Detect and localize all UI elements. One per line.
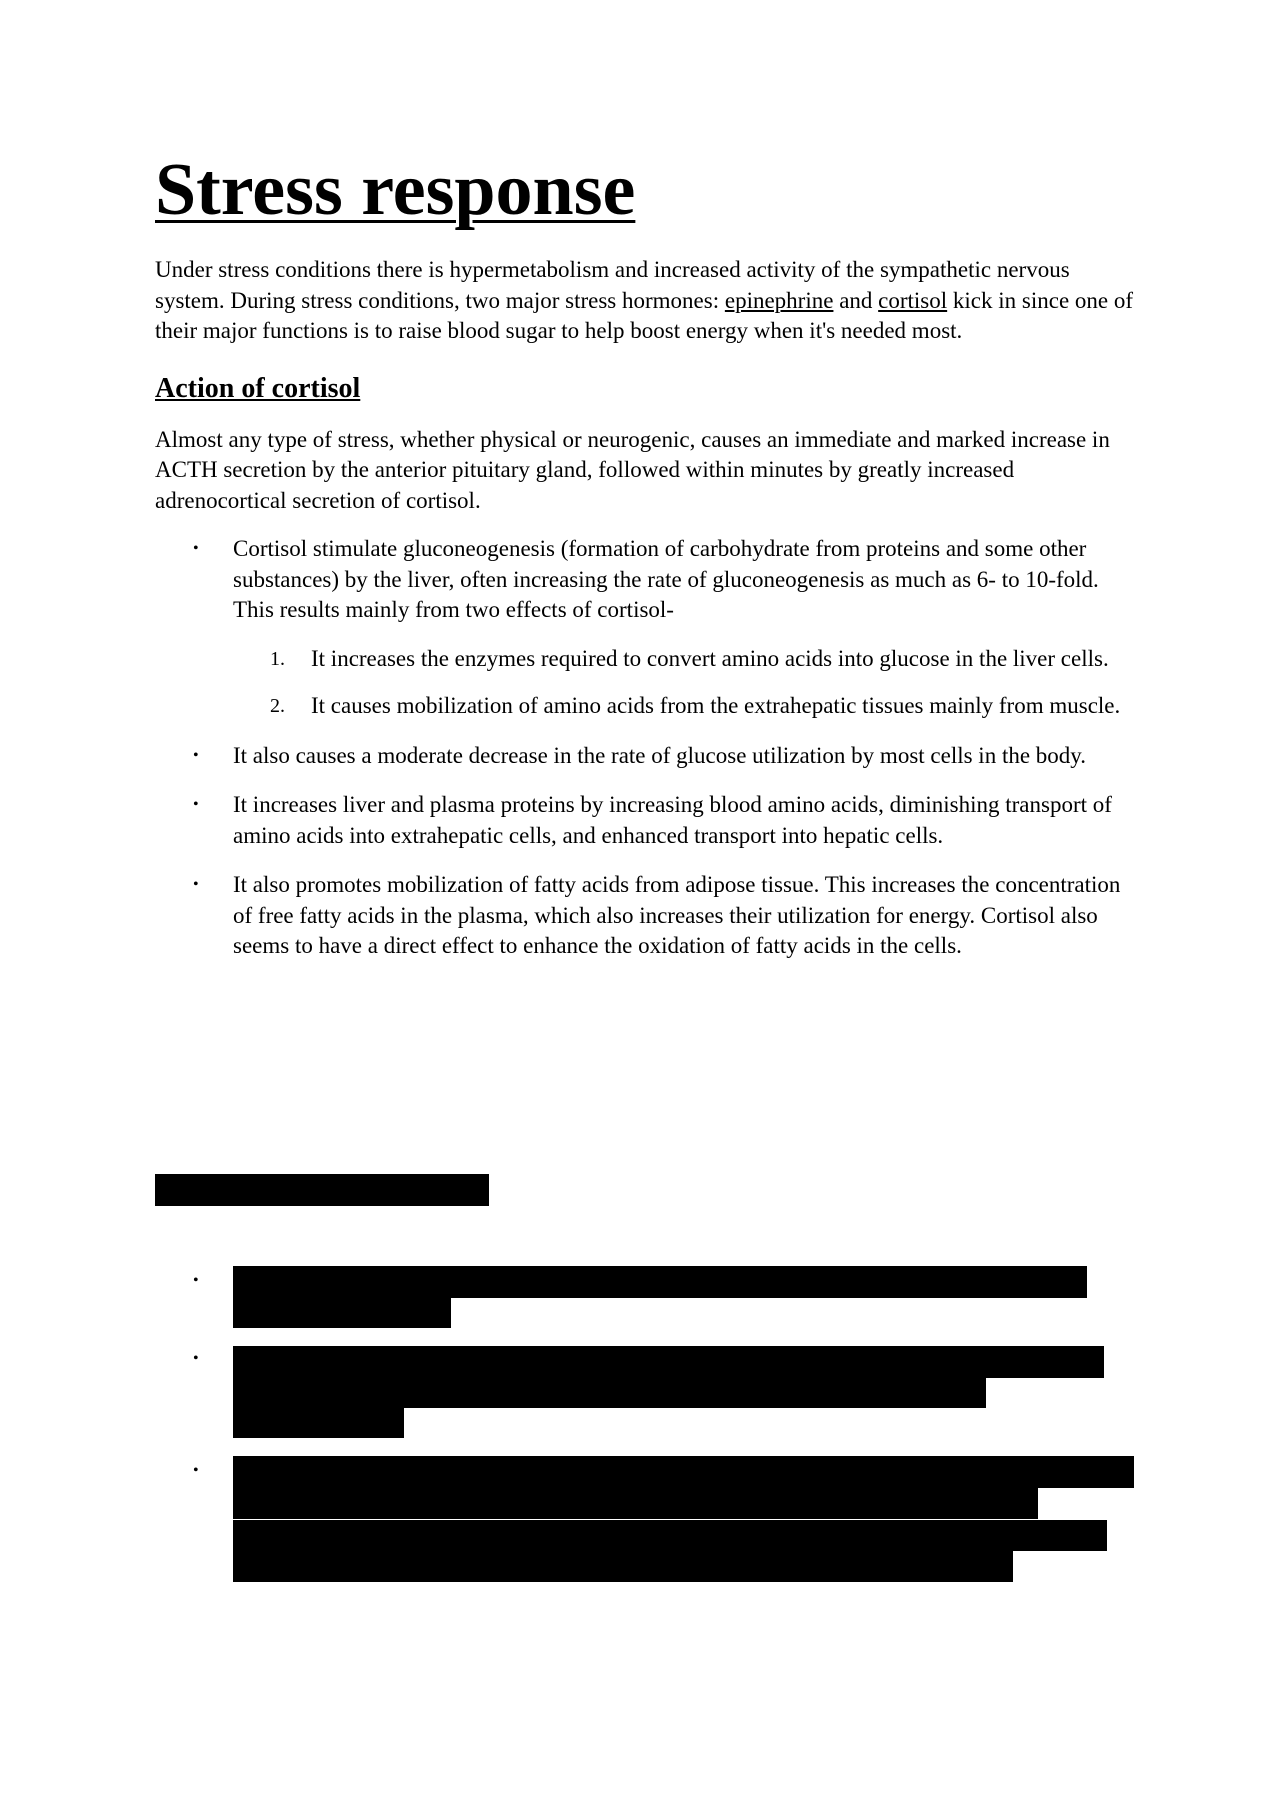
bullet-list bbox=[155, 534, 1135, 962]
intro-text-3: kick in since one of their major functions is to raise blood sugar to help boost energy when it's needed most. bbox=[155, 287, 1134, 344]
sub-item-text: It increases the enzymes required to convert amino acids into glucose in the liver cells. bbox=[311, 645, 1109, 671]
redacted-heading-bar bbox=[155, 1174, 489, 1206]
bullet-text: Cortisol stimulate gluconeogenesis (formation of carbohydrate from proteins and some other substances) by the liver, often increasing the rate of gluconeogenesis as much as 6- to 10-fold. This results mainly from two effects of cortisol- bbox=[233, 536, 1099, 623]
list-item bbox=[155, 534, 1135, 722]
cortisol-link[interactable]: cortisol bbox=[878, 287, 948, 313]
redacted-bullet-marker: • bbox=[193, 1462, 199, 1479]
list-item bbox=[233, 644, 1135, 675]
redacted-line-bar bbox=[233, 1298, 451, 1328]
document-page bbox=[155, 150, 1135, 981]
redacted-line-bar bbox=[233, 1346, 1104, 1378]
list-item bbox=[155, 790, 1135, 851]
intro-paragraph bbox=[155, 255, 1135, 347]
list-item bbox=[155, 741, 1135, 772]
redacted-line-bar bbox=[233, 1408, 404, 1438]
redacted-bullet-marker: • bbox=[193, 1350, 199, 1367]
page-title: Stress response bbox=[155, 149, 636, 231]
epinephrine-link[interactable]: epinephrine bbox=[724, 287, 834, 313]
sub-item-text: It causes mobilization of amino acids from the extrahepatic tissues mainly from muscle. bbox=[311, 693, 1121, 719]
section-paragraph: Almost any type of stress, whether physical or neurogenic, causes an immediate and marked increase in ACTH secretion by the anterior pituitary gland, followed within minutes by greatly increased adrenocortical secretion of cortisol. bbox=[155, 426, 1110, 513]
section-heading: Action of cortisol bbox=[155, 372, 361, 404]
numbered-sublist bbox=[233, 644, 1135, 722]
redacted-line-bar bbox=[233, 1551, 1013, 1582]
redacted-line-bar bbox=[233, 1488, 1038, 1519]
redacted-line-bar bbox=[233, 1266, 1087, 1298]
redacted-bullet-marker: • bbox=[193, 1272, 199, 1289]
bullet-text: It also promotes mobilization of fatty acids from adipose tissue. This increases the concentration of free fatty acids in the plasma, which also increases their utilization for energy. Cortisol also seems to have a direct effect to enhance the oxidation of fatty acids in the cells. bbox=[233, 872, 1121, 959]
intro-text-2: and bbox=[833, 287, 879, 313]
bullet-text: It increases liver and plasma proteins by increasing blood amino acids, diminishing transport of amino acids into extrahepatic cells, and enhanced transport into hepatic cells. bbox=[233, 792, 1112, 848]
list-number: 2. bbox=[270, 695, 285, 718]
list-number: 1. bbox=[270, 647, 285, 670]
bullet-marker: • bbox=[193, 540, 199, 558]
redacted-line-bar bbox=[233, 1456, 1134, 1488]
list-item bbox=[233, 691, 1135, 722]
redacted-line-bar bbox=[233, 1520, 1107, 1551]
redacted-line-bar bbox=[233, 1378, 986, 1408]
intro-text-1: Under stress conditions there is hypermetabolism and increased activity of the sympathetic nervous system. During stress conditions, two major stress hormones: bbox=[155, 257, 1070, 313]
bullet-marker: • bbox=[193, 746, 199, 764]
bullet-marker: • bbox=[193, 796, 199, 814]
list-item bbox=[155, 870, 1135, 962]
bullet-text: It also causes a moderate decrease in the rate of glucose utilization by most cells in the body. bbox=[233, 742, 1087, 768]
bullet-marker: • bbox=[193, 876, 199, 894]
